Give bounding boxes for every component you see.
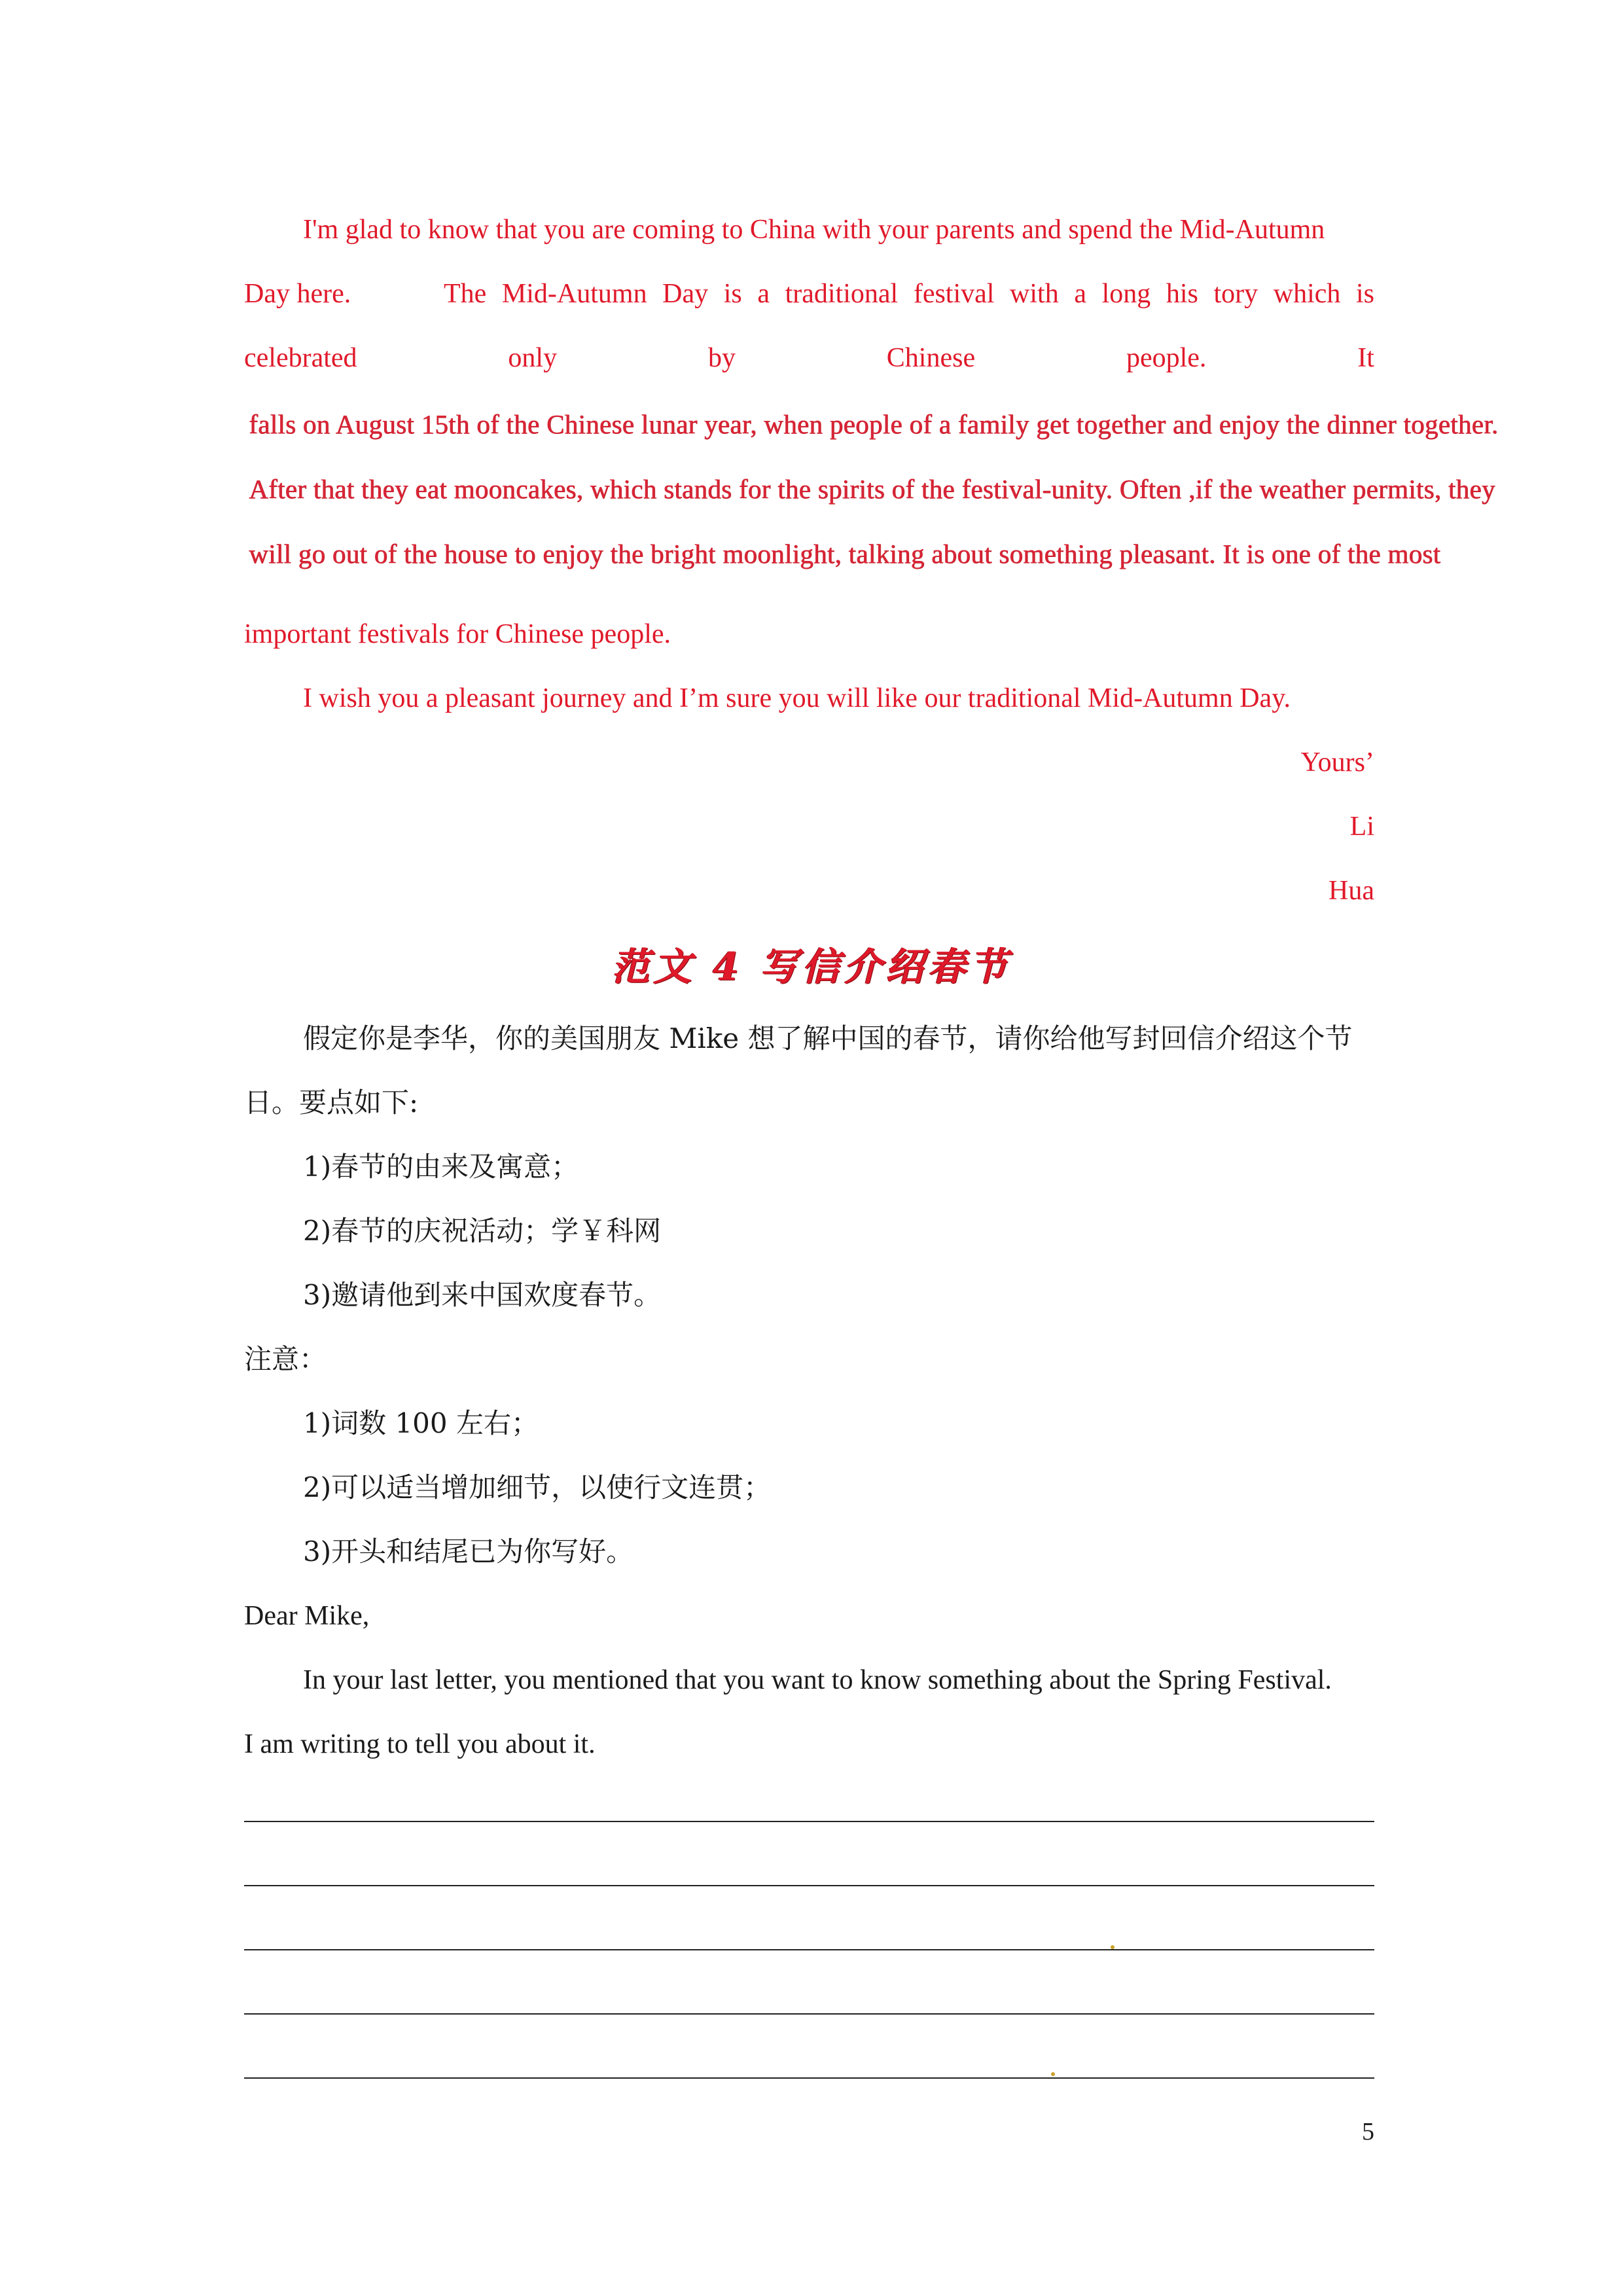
section-heading: 范文 4 写信介绍春节 bbox=[611, 944, 1012, 989]
writing-line-1[interactable] bbox=[244, 1821, 1374, 1822]
sample-letter-wish: I wish you a pleasant journey and I’m sure you will like our traditional Mid-Autumn Day. bbox=[303, 683, 1291, 713]
sample-letter-line-3 bbox=[244, 344, 1374, 372]
page-number: 5 bbox=[1362, 2118, 1374, 2145]
sample-letter-line-1: I'm glad to know that you are coming to China with your parents and spend the Mid-Autumn bbox=[303, 215, 1325, 245]
sample-letter-signature-1: Li bbox=[1349, 812, 1374, 842]
sample-letter-word: celebrated bbox=[244, 343, 357, 373]
sample-letter-word: people. bbox=[1126, 343, 1207, 373]
sample-letter-line-last: important festivals for Chinese people. bbox=[244, 619, 671, 649]
task-point-3: 3)邀请他到来中国欢度春节。 bbox=[303, 1279, 662, 1311]
sample-letter-line-2-right: The Mid-Autumn Day is a traditional festival with a long his tory which is bbox=[444, 279, 1374, 309]
writing-line-3[interactable] bbox=[244, 1949, 1374, 1950]
note-1: 1)词数 100 左右； bbox=[303, 1407, 539, 1439]
letter-line-1: In your last letter, you mentioned that you want to know something about the Spring Festival. bbox=[303, 1665, 1332, 1695]
notes-label: 注意： bbox=[244, 1343, 327, 1375]
writing-line-4[interactable] bbox=[244, 2013, 1374, 2015]
task-prompt-line-2: 日。要点如下: bbox=[244, 1086, 419, 1119]
note-2: 2)可以适当增加细节，以使行文连贯； bbox=[303, 1471, 772, 1503]
stray-dot-mark bbox=[1051, 2072, 1055, 2076]
scanned-text-line-2: After that they eat mooncakes, which stands for the spirits of the festival-unity. Often ,if the weather permits, they bbox=[249, 474, 1495, 504]
sample-letter-word: Chinese bbox=[886, 343, 976, 373]
note-3: 3)开头和结尾已为你写好。 bbox=[303, 1535, 634, 1568]
task-point-1: 1)春节的由来及寓意； bbox=[303, 1151, 579, 1183]
sample-letter-word: by bbox=[707, 343, 736, 373]
letter-line-2: I am writing to tell you about it. bbox=[244, 1729, 596, 1759]
letter-greeting: Dear Mike, bbox=[244, 1601, 370, 1631]
sample-letter-word: It bbox=[1357, 343, 1374, 373]
scanned-text-line-1: falls on August 15th of the Chinese lunar year, when people of a family get together and enjoy the dinner together. bbox=[249, 409, 1499, 439]
sample-letter-signature-2: Hua bbox=[1329, 876, 1374, 906]
stray-dot-mark bbox=[1111, 1945, 1115, 1949]
scanned-text-line-3: will go out of the house to enjoy the bright moonlight, talking about something pleasant. It is one of the most bbox=[249, 539, 1441, 569]
sample-letter-line-2-left: Day here. bbox=[244, 279, 351, 309]
sample-letter-word: only bbox=[508, 343, 558, 373]
writing-line-2[interactable] bbox=[244, 1885, 1374, 1886]
writing-line-5[interactable] bbox=[244, 2077, 1374, 2079]
sample-letter-closing: Yours’ bbox=[1300, 747, 1374, 778]
task-point-2: 2)春节的庆祝活动；学￥科网 bbox=[303, 1215, 662, 1247]
task-prompt-line-1: 假定你是李华，你的美国朋友 Mike 想了解中国的春节，请你给他写封回信介绍这个节 bbox=[303, 1022, 1353, 1054]
